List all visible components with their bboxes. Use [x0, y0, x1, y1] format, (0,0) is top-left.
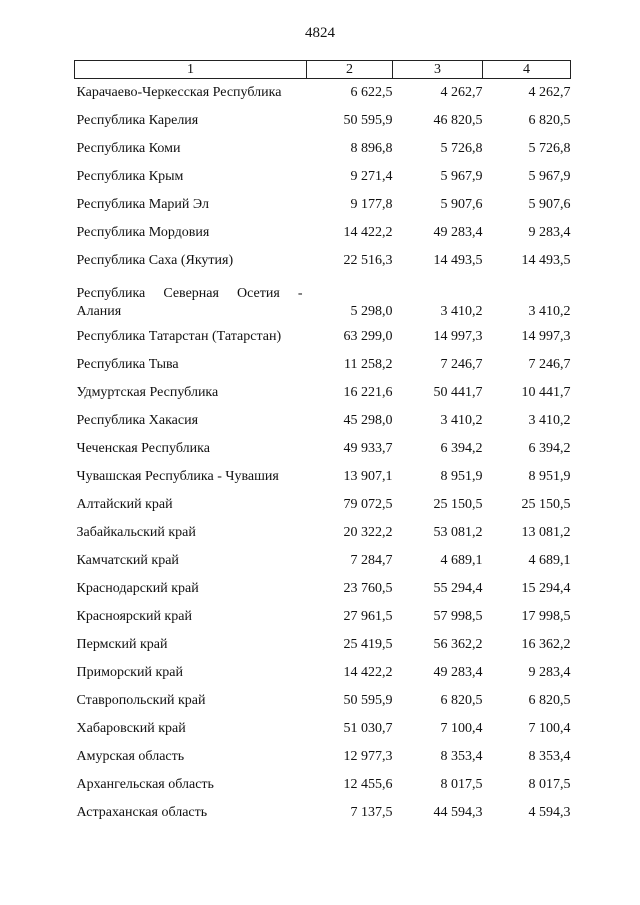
data-table-container [74, 60, 570, 827]
column-4-value-cell: 6 820,5 [528, 693, 571, 708]
region-name-cell: Республика Саха (Якутия) [76, 253, 234, 268]
column-4-value-cell: 9 283,4 [528, 225, 571, 240]
column-2-value-cell: 11 258,2 [344, 357, 393, 372]
column-4-value-cell: 6 820,5 [528, 113, 571, 128]
region-name-cell: Республика Марий Эл [76, 197, 209, 212]
table-row [75, 547, 571, 575]
column-3-value-cell: 6 394,2 [440, 441, 483, 456]
column-3-value-cell: 14 493,5 [433, 253, 483, 268]
column-3-value-cell: 25 150,5 [433, 497, 483, 512]
region-name-cell: Республика Тыва [76, 357, 179, 372]
column-4-value-cell: 13 081,2 [521, 525, 571, 540]
column-4-value-cell: 15 294,4 [521, 581, 571, 596]
column-4-value-cell: 17 998,5 [521, 609, 571, 624]
column-4-value-cell: 5 726,8 [528, 141, 571, 156]
region-name-cell: Краснодарский край [76, 581, 199, 596]
column-2-value-cell: 23 760,5 [343, 581, 393, 596]
column-2-value-cell: 7 284,7 [350, 553, 393, 568]
column-2-value-cell: 5 298,0 [350, 304, 393, 319]
table-row [75, 687, 571, 715]
region-name-cell: Республика Коми [76, 141, 181, 156]
column-3-value-cell: 57 998,5 [433, 609, 483, 624]
table-row [75, 247, 571, 275]
column-3-value-cell: 7 246,7 [440, 357, 483, 372]
column-3-value-cell: 3 410,2 [440, 413, 483, 428]
column-4-value-cell: 14 493,5 [521, 253, 571, 268]
column-3-value-cell: 8 353,4 [440, 749, 483, 764]
table-row [75, 575, 571, 603]
header-row [75, 61, 571, 79]
region-name-cell: Республика Северная Осетия - Алания [76, 286, 303, 319]
table-row [75, 519, 571, 547]
table-row [75, 351, 571, 379]
column-4-value-cell: 4 689,1 [528, 553, 571, 568]
table-row [75, 771, 571, 799]
column-2-value-cell: 22 516,3 [343, 253, 393, 268]
region-name-cell: Республика Крым [76, 169, 184, 184]
column-2-value-cell: 8 896,8 [350, 141, 393, 156]
region-name-cell: Амурская область [76, 749, 185, 764]
column-3-value-cell: 8 017,5 [440, 777, 483, 792]
table-row [75, 219, 571, 247]
column-4-value-cell: 25 150,5 [521, 497, 571, 512]
table-row [75, 743, 571, 771]
column-3-value-cell: 49 283,4 [433, 665, 483, 680]
column-4-value-cell: 7 246,7 [528, 357, 571, 372]
region-name-cell: Ставропольский край [76, 693, 206, 708]
table-row [75, 799, 571, 827]
column-2-value-cell: 49 933,7 [343, 441, 393, 456]
column-header-3: 3 [393, 61, 483, 79]
column-header-1: 1 [75, 61, 307, 79]
column-3-value-cell: 4 689,1 [440, 553, 483, 568]
column-4-value-cell: 8 951,9 [528, 469, 571, 484]
column-3-value-cell: 4 262,7 [440, 85, 483, 100]
table-row [75, 163, 571, 191]
column-2-value-cell: 6 622,5 [350, 85, 393, 100]
table-row [75, 407, 571, 435]
data-table [74, 60, 571, 827]
column-2-value-cell: 16 221,6 [343, 385, 393, 400]
region-name-cell: Удмуртская Республика [76, 385, 219, 400]
region-name-cell: Приморский край [76, 665, 183, 680]
column-3-value-cell: 5 967,9 [440, 169, 483, 184]
table-row [75, 107, 571, 135]
table-header [75, 61, 571, 79]
column-3-value-cell: 53 081,2 [433, 525, 483, 540]
table-row [75, 379, 571, 407]
column-2-value-cell: 12 455,6 [343, 777, 393, 792]
column-2-value-cell: 79 072,5 [343, 497, 393, 512]
column-4-value-cell: 7 100,4 [528, 721, 571, 736]
table-row [75, 631, 571, 659]
column-2-value-cell: 51 030,7 [343, 721, 393, 736]
region-name-cell: Алтайский край [76, 497, 173, 512]
column-3-value-cell: 5 726,8 [440, 141, 483, 156]
table-row [75, 135, 571, 163]
table-row [75, 191, 571, 219]
region-name-cell: Пермский край [76, 637, 168, 652]
column-2-value-cell: 13 907,1 [343, 469, 393, 484]
table-row [75, 79, 571, 108]
column-4-value-cell: 5 967,9 [528, 169, 571, 184]
column-2-value-cell: 9 177,8 [350, 197, 393, 212]
column-4-value-cell: 9 283,4 [528, 665, 571, 680]
column-2-value-cell: 50 595,9 [343, 113, 393, 128]
table-row [75, 435, 571, 463]
column-3-value-cell: 6 820,5 [440, 693, 483, 708]
column-header-2: 2 [307, 61, 393, 79]
column-2-value-cell: 50 595,9 [343, 693, 393, 708]
column-3-value-cell: 55 294,4 [433, 581, 483, 596]
region-name-cell: Республика Хакасия [76, 413, 199, 428]
column-2-value-cell: 7 137,5 [350, 805, 393, 820]
page-number: 4824 [305, 25, 335, 41]
table-row [75, 603, 571, 631]
column-3-value-cell: 8 951,9 [440, 469, 483, 484]
column-3-value-cell: 50 441,7 [433, 385, 483, 400]
column-4-value-cell: 3 410,2 [528, 413, 571, 428]
column-3-value-cell: 56 362,2 [433, 637, 483, 652]
column-3-value-cell: 3 410,2 [440, 304, 483, 319]
region-name-cell: Чувашская Республика - Чувашия [76, 469, 279, 484]
region-name-cell: Камчатский край [76, 553, 179, 568]
table-row [75, 715, 571, 743]
column-4-value-cell: 14 997,3 [521, 329, 571, 344]
column-2-value-cell: 63 299,0 [343, 329, 393, 344]
column-2-value-cell: 9 271,4 [350, 169, 393, 184]
column-3-value-cell: 44 594,3 [433, 805, 483, 820]
column-4-value-cell: 8 353,4 [528, 749, 571, 764]
column-2-value-cell: 12 977,3 [343, 749, 393, 764]
column-2-value-cell: 45 298,0 [343, 413, 393, 428]
region-name-cell: Архангельская область [76, 777, 214, 792]
column-3-value-cell: 46 820,5 [433, 113, 483, 128]
column-3-value-cell: 49 283,4 [433, 225, 483, 240]
column-4-value-cell: 10 441,7 [521, 385, 571, 400]
region-name-cell: Красноярский край [76, 609, 192, 624]
column-4-value-cell: 6 394,2 [528, 441, 571, 456]
table-row [75, 323, 571, 351]
table-body [75, 79, 571, 828]
region-name-cell: Хабаровский край [76, 721, 186, 736]
table-row [75, 275, 571, 323]
region-name-cell: Республика Карелия [76, 113, 199, 128]
column-3-value-cell: 14 997,3 [433, 329, 483, 344]
column-4-value-cell: 16 362,2 [521, 637, 571, 652]
table-row [75, 463, 571, 491]
region-name-cell: Республика Татарстан (Татарстан) [76, 329, 282, 344]
column-2-value-cell: 27 961,5 [343, 609, 393, 624]
region-name-cell: Астраханская область [76, 805, 208, 820]
column-4-value-cell: 4 594,3 [528, 805, 571, 820]
column-3-value-cell: 7 100,4 [440, 721, 483, 736]
column-header-4: 4 [483, 61, 571, 79]
column-4-value-cell: 8 017,5 [528, 777, 571, 792]
column-2-value-cell: 25 419,5 [343, 637, 393, 652]
column-3-value-cell: 5 907,6 [440, 197, 483, 212]
column-2-value-cell: 14 422,2 [343, 665, 393, 680]
region-name-cell: Республика Мордовия [76, 225, 210, 240]
region-name-cell: Чеченская Республика [76, 441, 210, 456]
column-4-value-cell: 5 907,6 [528, 197, 571, 212]
column-4-value-cell: 4 262,7 [528, 85, 571, 100]
column-2-value-cell: 20 322,2 [343, 525, 393, 540]
table-row [75, 659, 571, 687]
region-name-cell: Забайкальский край [76, 525, 196, 540]
column-2-value-cell: 14 422,2 [343, 225, 393, 240]
column-4-value-cell: 3 410,2 [528, 304, 571, 319]
region-name-cell: Карачаево-Черкесская Республика [76, 85, 282, 100]
table-row [75, 491, 571, 519]
